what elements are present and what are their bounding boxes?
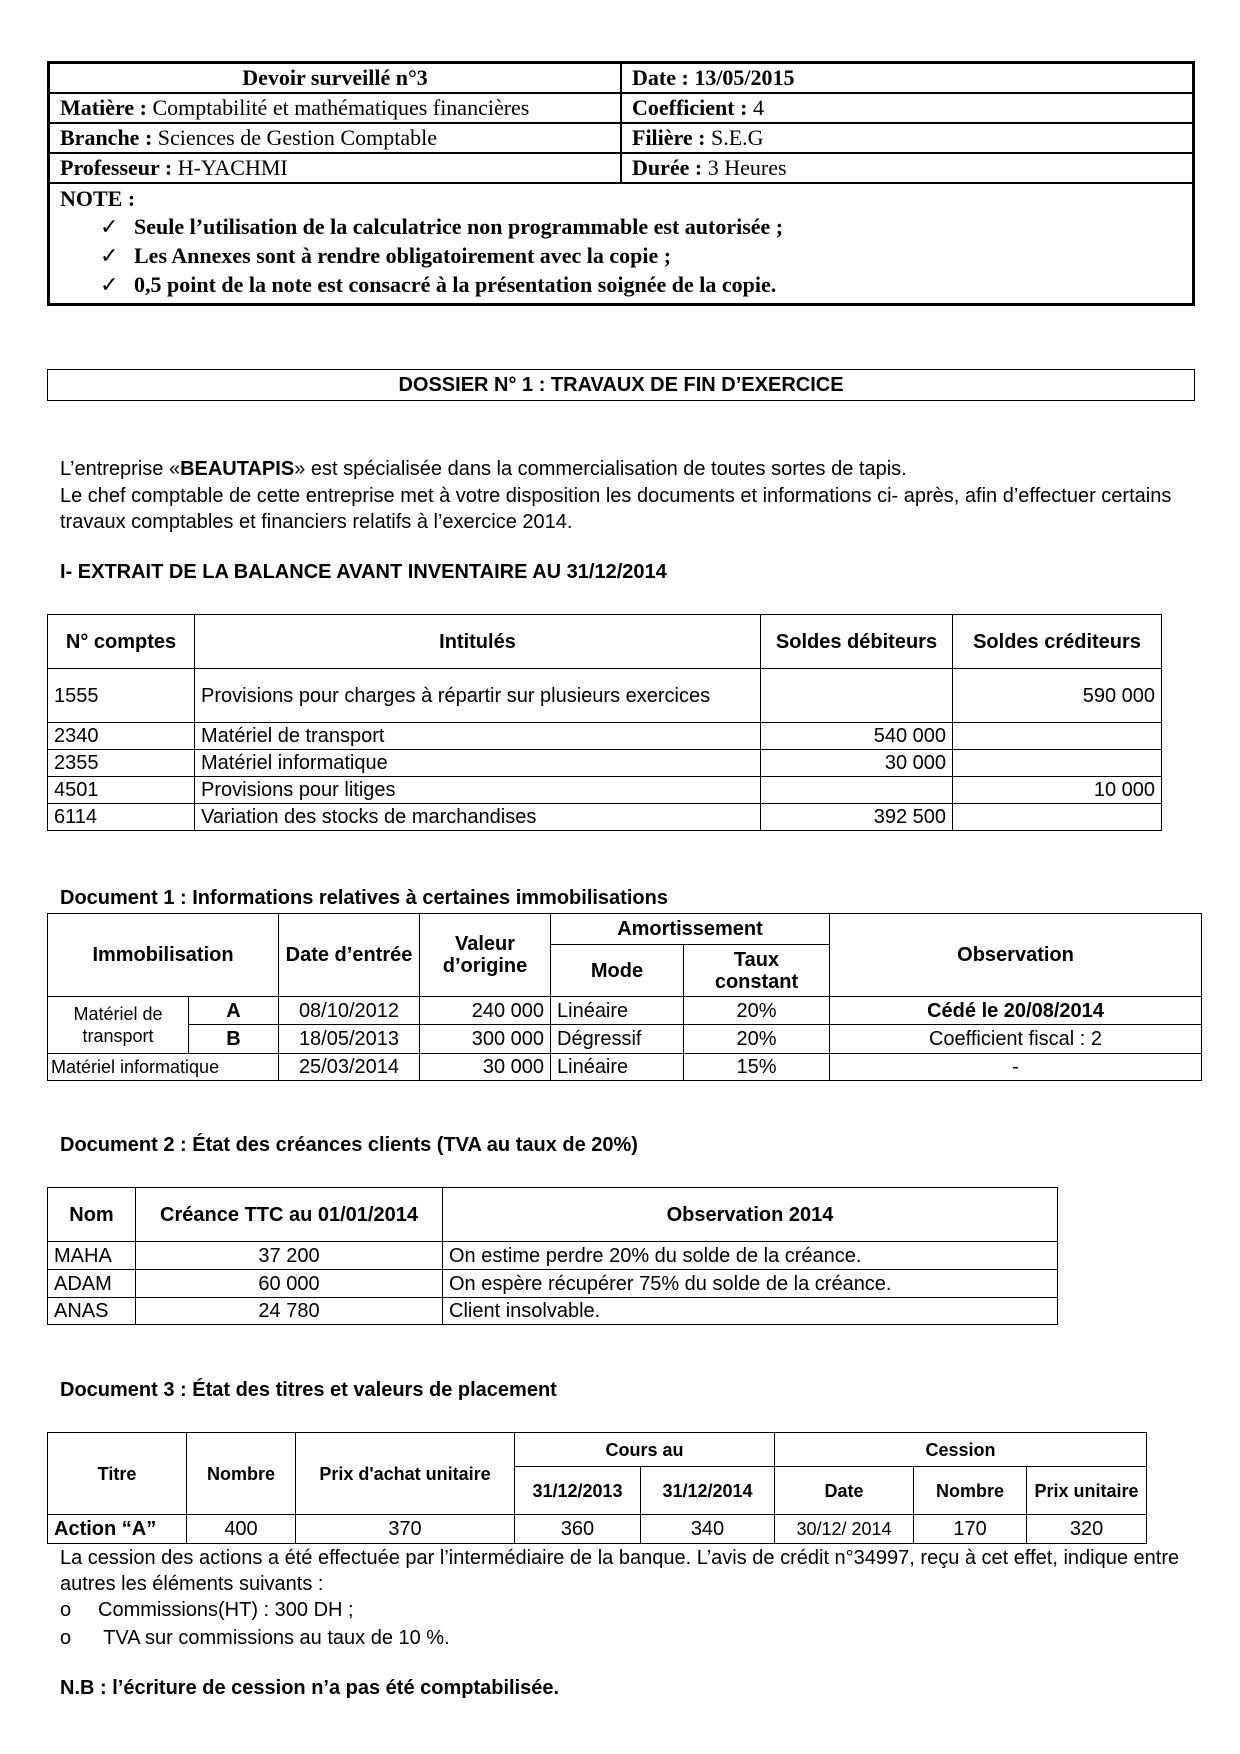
table-row: 1555 Provisions pour charges à répartir sur plusieurs exercices 590 000 — [48, 669, 1162, 723]
check-icon: ✓ — [100, 214, 119, 239]
intro-text: L’entreprise «BEAUTAPIS» est spécialisée dans la commercialisation de toutes sortes de tapis. Le chef comptable de cette entreprise met à votre disposition les documents et informations ci- après, afin d’effectuer certains travaux comptables et financiers relatifs à l’exercice 2014. — [60, 458, 1172, 533]
table-row: Matériel de transport A 08/10/2012 240 000 Linéaire 20% Cédé le 20/08/2014 — [48, 997, 1202, 1025]
col-header: Soldes débiteurs — [761, 615, 953, 669]
table-row: 2340 Matériel de transport 540 000 — [48, 723, 1162, 750]
doc1-table: Immobilisation Date d’entrée Valeur d’origine Amortissement Observation Mode Taux constant Matériel de transport A 08/10/2012 240 000 Linéaire 20% Cédé le 20/08/2014 B 18/05/2013 300 000 Dégressif 20% Coefficient fiscal : 2 Matériel informatique 25/03/2014 30 000 Linéaire 15% - — [47, 913, 1202, 1081]
doc3-table: Titre Nombre Prix d'achat unitaire Cours au Cession 31/12/2013 31/12/2014 Date Nombre Prix unitaire Action “A” 400 370 360 340 30/12/ 2014 170 320 — [47, 1432, 1147, 1544]
note-item: ✓ Seule l’utilisation de la calculatrice non programmable est autorisée ; — [100, 214, 784, 239]
doc2-table: Nom Créance TTC au 01/01/2014 Observation 2014 MAHA 37 200 On estime perdre 20% du solde de la créance. ADAM 60 000 On espère récupérer 75% du solde de la créance. ANAS 24 780 Client insolvable. — [47, 1187, 1058, 1325]
check-icon: ✓ — [100, 272, 119, 297]
note-item: ✓ 0,5 point de la note est consacré à la présentation soignée de la copie. — [100, 272, 777, 297]
exam-header-table — [47, 61, 1195, 306]
table-row: 2355 Matériel informatique 30 000 — [48, 750, 1162, 777]
exam-subject: Matière : Comptabilité et mathématiques financières — [49, 93, 622, 123]
exam-teacher: Professeur : H-YACHMI — [49, 153, 622, 183]
doc3-title: Document 3 : État des titres et valeurs de placement — [60, 1379, 557, 1401]
check-icon: ✓ — [100, 243, 119, 268]
nb-note: N.B : l’écriture de cession n’a pas été comptabilisée. — [60, 1677, 560, 1699]
table-row: ADAM 60 000 On espère récupérer 75% du solde de la créance. — [48, 1270, 1058, 1298]
table-row: ANAS 24 780 Client insolvable. — [48, 1298, 1058, 1325]
table-row: B 18/05/2013 300 000 Dégressif 20% Coefficient fiscal : 2 — [48, 1025, 1202, 1054]
bullet-icon: o — [60, 1627, 72, 1649]
doc2-title: Document 2 : État des créances clients (TVA au taux de 20%) — [60, 1134, 638, 1156]
exam-date: Date : 13/05/2015 — [621, 63, 1194, 94]
dossier-title: DOSSIER N° 1 : TRAVAUX DE FIN D’EXERCICE — [47, 369, 1195, 401]
table-row: 4501 Provisions pour litiges 10 000 — [48, 777, 1162, 804]
doc3-text: La cession des actions a été effectuée par l’intermédiaire de la banque. L’avis de crédit n°34997, reçu à cet effet, indique entre autres les éléments suivants : — [60, 1547, 1180, 1595]
balance-title: I- EXTRAIT DE LA BALANCE AVANT INVENTAIRE AU 31/12/2014 — [60, 561, 667, 583]
balance-table — [47, 614, 1162, 831]
table-row: Matériel informatique 25/03/2014 30 000 Linéaire 15% - — [48, 1054, 1202, 1081]
table-row: MAHA 37 200 On estime perdre 20% du solde de la créance. — [48, 1242, 1058, 1270]
exam-duration: Durée : 3 Heures — [621, 153, 1194, 183]
col-header: Intitulés — [195, 615, 761, 669]
exam-coefficient: Coefficient : 4 — [621, 93, 1194, 123]
bullet-item: o Commissions(HT) : 300 DH ; — [60, 1597, 354, 1624]
bullet-icon: o — [60, 1599, 72, 1621]
doc1-title: Document 1 : Informations relatives à certaines immobilisations — [60, 887, 668, 909]
exam-title: Devoir surveillé n°3 — [49, 63, 622, 94]
table-row: 6114 Variation des stocks de marchandises 392 500 — [48, 804, 1162, 831]
exam-notes: NOTE : ✓ Seule l’utilisation de la calculatrice non programmable est autorisée ; ✓ Les Annexes sont à rendre obligatoirement avec la copie ; ✓ 0,5 point de la note est consacré à la présentation soignée de la copie. — [49, 183, 1194, 305]
exam-track: Filière : S.E.G — [621, 123, 1194, 153]
bullet-item: o TVA sur commissions au taux de 10 %. — [60, 1625, 450, 1652]
col-header: Soldes créditeurs — [953, 615, 1162, 669]
company-name: BEAUTAPIS — [180, 458, 295, 480]
exam-branch: Branche : Sciences de Gestion Comptable — [49, 123, 622, 153]
note-item: ✓ Les Annexes sont à rendre obligatoirement avec la copie ; — [100, 243, 672, 268]
table-row: Action “A” 400 370 360 340 30/12/ 2014 170 320 — [48, 1515, 1147, 1544]
col-header: N° comptes — [48, 615, 195, 669]
